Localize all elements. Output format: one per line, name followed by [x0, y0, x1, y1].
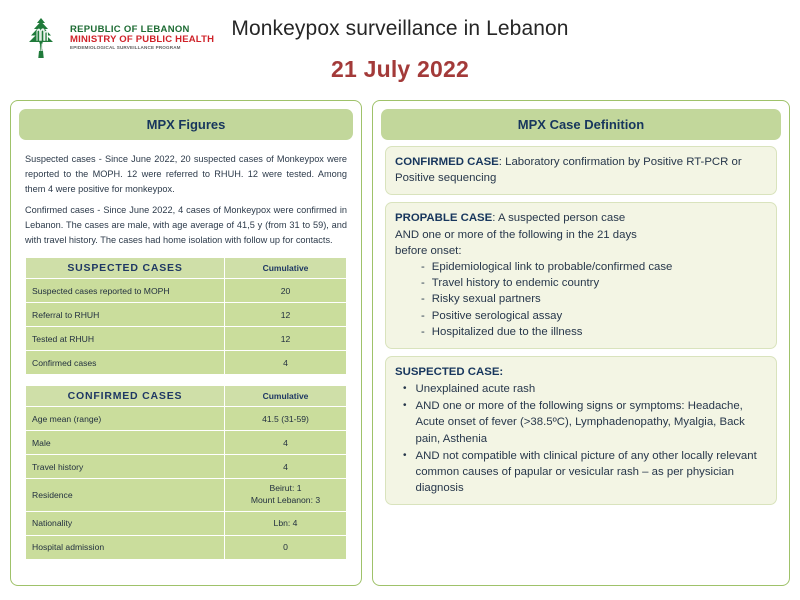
row-label: Male [26, 431, 225, 455]
table-header-row [26, 386, 347, 407]
table-row [26, 351, 347, 375]
dash-marker: - [421, 277, 425, 290]
dash-marker: - [421, 260, 425, 273]
list-item-label: Epidemiological link to probable/confirmed case [431, 260, 673, 273]
list-item [395, 381, 767, 397]
probable-case-body: : A suspected person case [492, 212, 626, 225]
list-item-label: Unexplained acute rash [415, 383, 536, 396]
row-value: Lbn: 4 [225, 511, 347, 535]
list-item [395, 448, 767, 497]
row-label: Tested at RHUH [26, 327, 225, 351]
suspected-case-title: SUSPECTED CASE: [395, 365, 504, 378]
mpx-case-definition-heading: MPX Case Definition [381, 109, 781, 140]
list-item [395, 291, 767, 307]
list-item-label: AND not compatible with clinical picture of any other locally relevant common causes of papular or vesicular rash – as per physician diagnosis [415, 449, 757, 495]
confirmed-case-title: CONFIRMED CASE [395, 156, 499, 168]
confirmed-table-header-label: CONFIRMED CASES [26, 386, 225, 407]
row-value: 0 [225, 535, 347, 559]
mpx-figures-body [17, 144, 355, 560]
confirmed-cases-paragraph: Confirmed cases - Since June 2022, 4 cases of Monkeypox were confirmed in Lebanon. The cases are male, with age average of 41,5 y (from 31 to 59), and with travel history. The cases had home isolation with follow up for contacts. [25, 204, 347, 245]
dash-marker: - [421, 325, 425, 338]
table-row [26, 511, 347, 535]
probable-case-box [385, 202, 777, 349]
row-label: Referral to RHUH [26, 303, 225, 327]
list-item-label: AND one or more of the following signs or symptoms: Headache, Acute onset of fever (>38.5ºC), Lymphadenopathy, Myalgia, Back pain, Asthenia [415, 400, 745, 445]
row-value: 12 [225, 303, 347, 327]
list-item-label: Hospitalized due to the illness [431, 325, 583, 338]
row-label: Hospital admission [26, 535, 225, 559]
list-item [395, 324, 767, 340]
logo-line-republic: REPUBLIC OF LEBANON [70, 23, 190, 35]
page-title: Monkeypox surveillance in Lebanon [231, 17, 569, 40]
row-label: Confirmed cases [26, 351, 225, 375]
confirmed-case-body: : Laboratory confirmation by Positive RT-PCR or Positive sequencing [395, 156, 742, 185]
case-definition-body [379, 144, 783, 505]
suspected-case-criteria-list [395, 381, 767, 496]
list-item-label: Travel history to endemic country [431, 277, 600, 290]
row-value: 4 [225, 431, 347, 455]
suspected-cases-paragraph: Suspected cases - Since June 2022, 20 suspected cases of Monkeypox were reported to the MOPH. 12 were referred to RHUH. 12 were tested. Among them 4 were positive for monkeypox. [25, 154, 347, 194]
probable-case-criteria-list [395, 259, 767, 340]
table-row [26, 327, 347, 351]
list-item [395, 275, 767, 291]
row-value: 12 [225, 327, 347, 351]
row-label: Nationality [26, 511, 225, 535]
mpx-figures-heading: MPX Figures [19, 109, 353, 140]
mpx-figures-panel [10, 100, 362, 586]
suspected-table-header-value: Cumulative [225, 258, 347, 279]
row-value: 4 [225, 351, 347, 375]
bullet-marker: • [403, 383, 407, 395]
row-label: Residence [26, 479, 225, 511]
confirmed-case-box [385, 146, 777, 195]
table-row [26, 407, 347, 431]
panels-container [0, 100, 800, 594]
list-item [395, 259, 767, 275]
logo-line-ministry: MINISTRY OF PUBLIC HEALTH [70, 34, 215, 46]
list-item [395, 308, 767, 324]
probable-case-line-3: before onset: [395, 244, 462, 257]
row-value: 41.5 (31-59) [225, 407, 347, 431]
suspected-case-box [385, 356, 777, 506]
report-date: 21 July 2022 [331, 56, 469, 82]
list-item-label: Risky sexual partners [431, 293, 541, 306]
probable-case-line-1 [395, 210, 767, 226]
table-header-row [26, 258, 347, 279]
row-value: 20 [225, 279, 347, 303]
probable-case-title: PROPABLE CASE [395, 212, 493, 225]
confirmed-cases-table [25, 385, 347, 559]
probable-case-line-2: AND one or more of the following in the 21 days [395, 228, 637, 241]
dash-marker: - [421, 293, 425, 306]
row-value: 4 [225, 455, 347, 479]
row-value-line-1: Beirut: 1 [269, 483, 302, 494]
suspected-cases-table [25, 257, 347, 375]
table-row [26, 535, 347, 559]
bullet-marker: • [403, 449, 407, 461]
dash-marker: - [421, 309, 425, 322]
table-row [26, 279, 347, 303]
row-label: Age mean (range) [26, 407, 225, 431]
list-item-label: Positive serological assay [431, 309, 563, 322]
suspected-table-header-label: SUSPECTED CASES [26, 258, 225, 279]
table-row [26, 455, 347, 479]
row-label: Suspected cases reported to MOPH [26, 279, 225, 303]
table-row [26, 431, 347, 455]
table-row [26, 479, 347, 511]
row-label: Travel history [26, 455, 225, 479]
page-header [0, 0, 800, 98]
mpx-case-definition-panel [372, 100, 790, 586]
confirmed-table-header-value: Cumulative [225, 386, 347, 407]
bullet-marker: • [403, 400, 407, 412]
list-item [395, 398, 767, 447]
row-value [225, 479, 347, 511]
logo-line-program: EPIDEMIOLOGICAL SURVEILLANCE PROGRAM [70, 45, 181, 51]
row-value-line-2: Mount Lebanon: 3 [250, 495, 321, 506]
table-row [26, 303, 347, 327]
